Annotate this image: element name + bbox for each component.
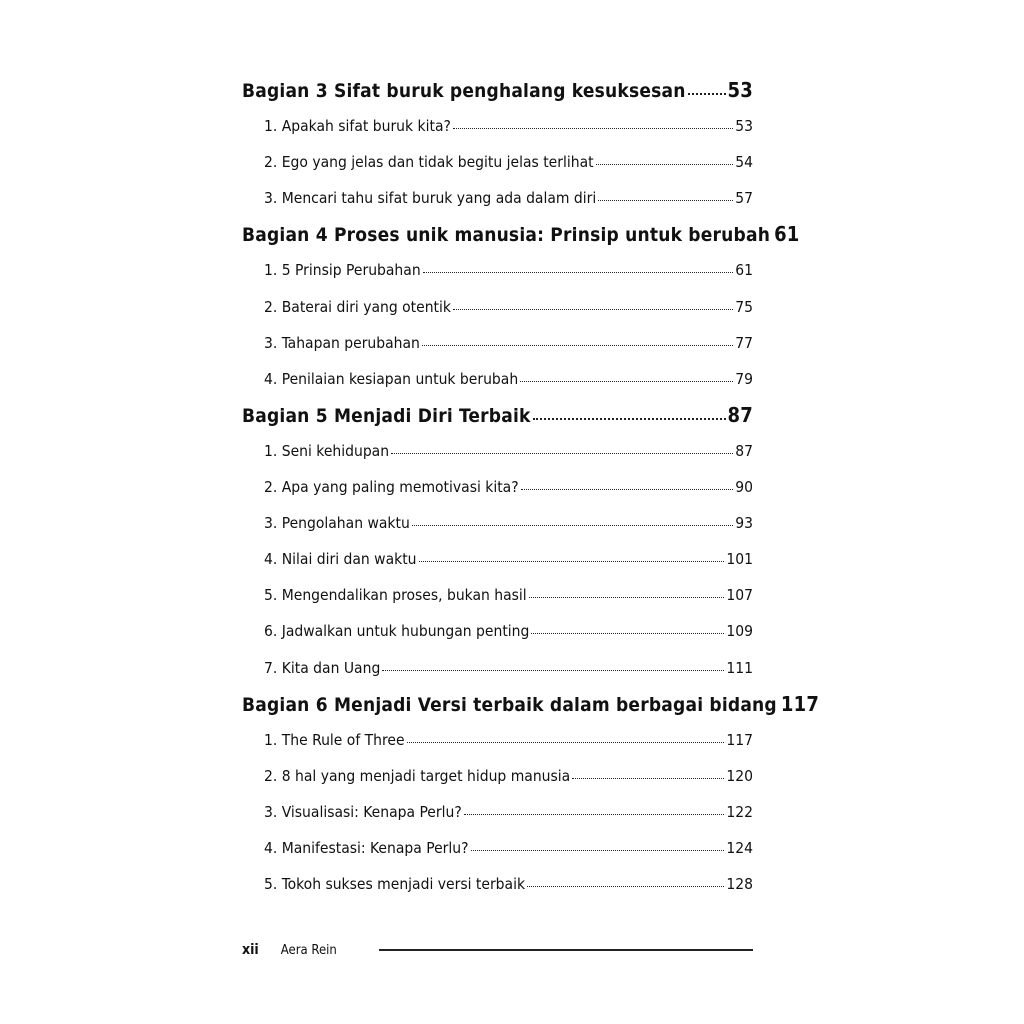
dot-leader	[527, 884, 724, 887]
dot-leader	[422, 343, 733, 346]
toc-entry	[242, 180, 753, 216]
toc-page-number: 61	[735, 261, 753, 280]
toc-page-number: 128	[726, 875, 753, 894]
dot-leader	[419, 559, 725, 562]
toc-entry-title: 6. Jadwalkan untuk hubungan penting	[264, 622, 530, 641]
toc-entry	[242, 866, 753, 902]
toc-entry-title: 4. Nilai diri dan waktu	[264, 550, 417, 569]
toc-entry-title: 4. Penilaian kesiapan untuk berubah	[264, 369, 519, 388]
toc-entry	[242, 433, 753, 469]
toc-page-number: 79	[735, 369, 753, 388]
toc-page-number: 124	[726, 838, 753, 857]
dot-leader	[688, 91, 726, 95]
dot-leader	[391, 451, 733, 454]
page-footer	[242, 938, 753, 962]
dot-leader	[572, 776, 724, 779]
dot-leader	[529, 595, 725, 598]
dot-leader	[412, 523, 733, 526]
toc-entry	[242, 758, 753, 794]
toc-entry-title: 2. 8 hal yang menjadi target hidup manusia	[264, 766, 571, 785]
toc-entry	[242, 722, 753, 758]
toc-part-heading	[242, 686, 820, 722]
toc-entry-title: 1. 5 Prinsip Perubahan	[264, 261, 421, 280]
dot-leader	[531, 631, 724, 634]
dot-leader	[382, 668, 724, 671]
toc-entry	[242, 577, 753, 613]
toc-page-number: 117	[726, 730, 753, 749]
toc-entry-title: 7. Kita dan Uang	[264, 658, 381, 677]
toc-entry-title: 2. Baterai diri yang otentik	[264, 297, 451, 316]
toc-page-number: 53	[735, 117, 753, 136]
toc-page-number: 122	[726, 802, 753, 821]
toc-entry-title: 3. Visualisasi: Kenapa Perlu?	[264, 802, 462, 821]
toc-page-number: 117	[780, 691, 820, 716]
toc-page-number: 87	[727, 402, 753, 427]
toc-entry	[242, 505, 753, 541]
toc-part-heading	[242, 397, 753, 433]
toc-part-heading	[242, 72, 753, 108]
dot-leader	[453, 307, 733, 310]
toc-entry	[242, 361, 753, 397]
toc-entry	[242, 108, 753, 144]
toc-entry-title: 1. Apakah sifat buruk kita?	[264, 117, 451, 136]
toc-entry-title: 3. Mencari tahu sifat buruk yang ada dalam diri	[264, 189, 597, 208]
dot-leader	[520, 379, 733, 382]
toc-entry-title: 2. Ego yang jelas dan tidak begitu jelas terlihat	[264, 153, 594, 172]
dot-leader	[423, 270, 734, 273]
toc-entry	[242, 613, 753, 649]
toc-entry	[242, 252, 753, 288]
toc-entry-title: 2. Apa yang paling memotivasi kita?	[264, 478, 519, 497]
toc-entry	[242, 144, 753, 180]
toc-entry	[242, 830, 753, 866]
toc-page-number: 101	[726, 550, 753, 569]
author-name: Aera Rein	[280, 942, 337, 958]
dot-leader	[453, 126, 733, 129]
toc-entry-title: 1. Seni kehidupan	[264, 441, 390, 460]
toc-entry-title: 1. The Rule of Three	[264, 730, 405, 749]
toc-entry-title: Bagian 3 Sifat buruk penghalang kesuksesan	[242, 80, 686, 102]
table-of-contents	[242, 72, 820, 902]
toc-page-number: 75	[735, 297, 753, 316]
toc-entry-title: Bagian 5 Menjadi Diri Terbaik	[242, 404, 531, 427]
toc-page-number: 53	[727, 78, 753, 102]
toc-entry-title: Bagian 4 Proses unik manusia: Prinsip untuk berubah	[242, 224, 771, 247]
toc-entry-title: Bagian 6 Menjadi Versi terbaik dalam berbagai bidang	[242, 693, 777, 716]
toc-page-number: 87	[735, 441, 753, 460]
footer-rule	[379, 949, 753, 951]
toc-page-number: 54	[735, 153, 753, 172]
toc-page-number: 61	[774, 222, 800, 247]
dot-leader	[596, 162, 734, 165]
toc-entry-title: 5. Tokoh sukses menjadi versi terbaik	[264, 875, 526, 894]
dot-leader	[471, 848, 725, 851]
dot-leader	[533, 416, 726, 420]
toc-page-number: 107	[726, 586, 753, 605]
toc-page-number: 77	[735, 333, 753, 352]
dot-leader	[521, 487, 734, 490]
toc-entry	[242, 541, 753, 577]
toc-page-number: 90	[735, 478, 753, 497]
toc-entry-title: 4. Manifestasi: Kenapa Perlu?	[264, 838, 469, 857]
page-number: xii	[242, 942, 259, 958]
toc-entry	[242, 289, 753, 325]
toc-entry-title: 3. Pengolahan waktu	[264, 514, 410, 533]
toc-page-number: 109	[726, 622, 753, 641]
toc-entry	[242, 650, 753, 686]
toc-entry-title: 3. Tahapan perubahan	[264, 333, 420, 352]
toc-entry-title: 5. Mengendalikan proses, bukan hasil	[264, 586, 527, 605]
toc-page-number: 93	[735, 514, 753, 533]
toc-page-number: 120	[726, 766, 753, 785]
toc-entry	[242, 325, 753, 361]
toc-page-number: 111	[726, 658, 753, 677]
dot-leader	[598, 198, 733, 201]
toc-entry	[242, 469, 753, 505]
toc-part-heading	[242, 216, 800, 252]
dot-leader	[464, 812, 725, 815]
toc-entry	[242, 794, 753, 830]
dot-leader	[407, 740, 725, 743]
toc-page-number: 57	[735, 189, 753, 208]
